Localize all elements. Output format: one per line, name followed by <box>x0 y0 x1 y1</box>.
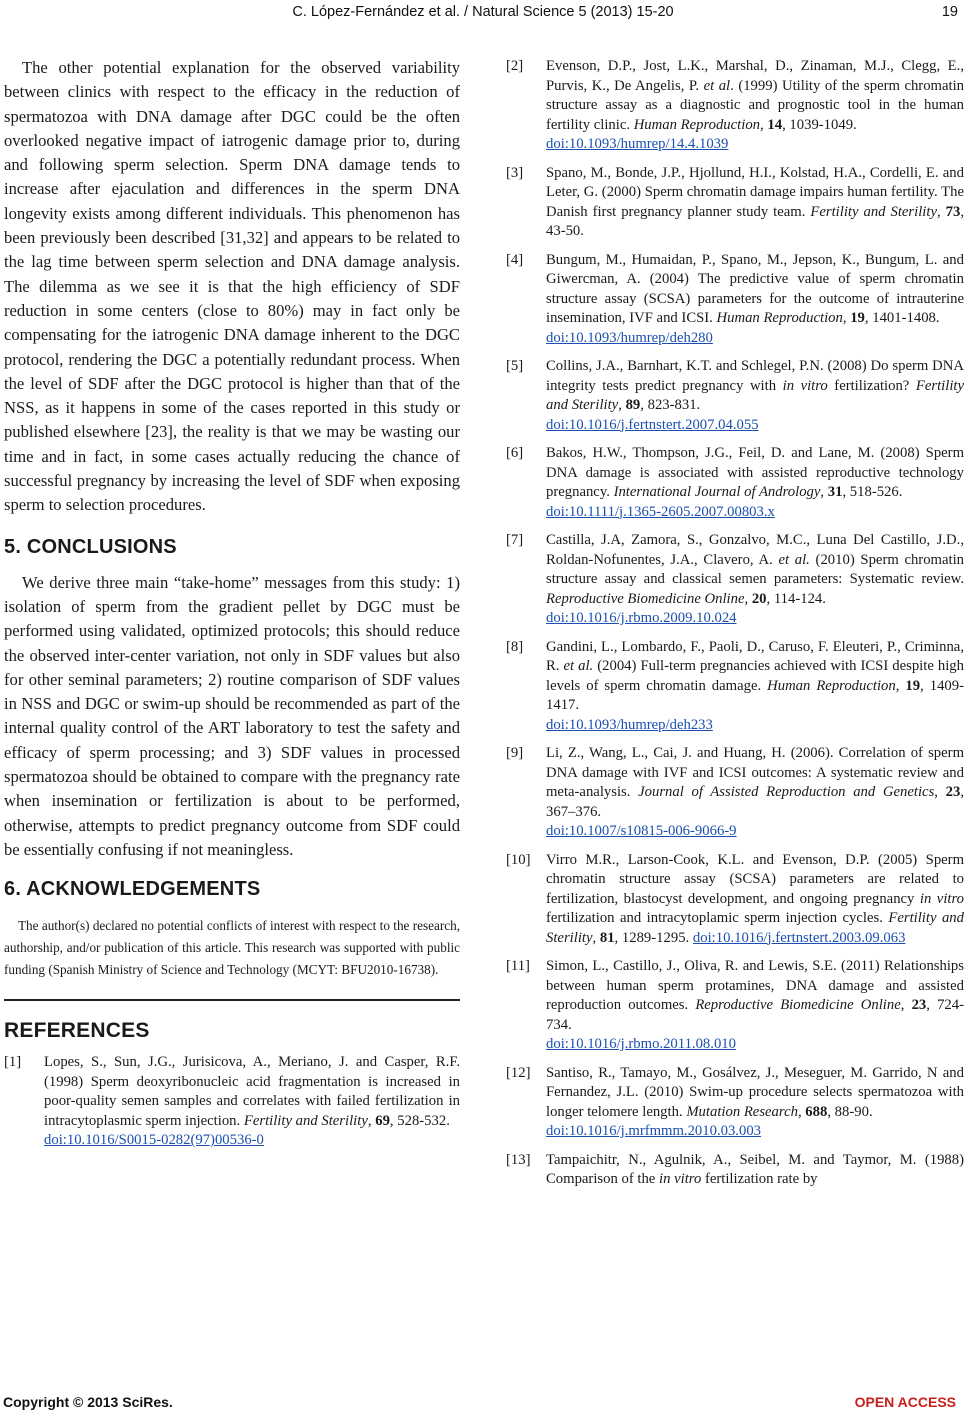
reference-pages: , 1289-1295. <box>614 929 693 946</box>
reference-journal: Mutation Research <box>686 1103 798 1120</box>
reference-journal: Fertility and Sterility <box>810 203 937 220</box>
reference-volume: 19 <box>905 677 921 694</box>
reference-item <box>506 444 964 522</box>
reference-doi-link[interactable]: doi:10.1093/humrep/deh280 <box>546 329 713 346</box>
reference-separator: , <box>936 203 946 220</box>
reference-volume: 23 <box>911 997 927 1013</box>
acknowledgements-heading: 6. ACKNOWLEDGEMENTS <box>4 878 261 901</box>
reference-item <box>506 744 964 842</box>
reference-item <box>506 357 964 435</box>
reference-list-left <box>4 1053 460 1151</box>
reference-journal: Journal of Assisted Reproduction and Genetics <box>638 784 935 800</box>
references-heading: REFERENCES <box>4 1019 150 1043</box>
reference-volume: 89 <box>625 397 641 413</box>
copyright-notice: Copyright © 2013 SciRes. <box>3 1394 173 1410</box>
reference-italic-term: et al. <box>563 658 594 674</box>
reference-volume: 81 <box>599 929 615 946</box>
reference-number: [8] <box>506 638 524 655</box>
reference-doi-link[interactable]: doi:10.1016/j.mrfmmm.2010.03.003 <box>546 1123 762 1139</box>
reference-journal: Human Reproduction <box>633 116 761 133</box>
reference-authors: Li, Z., Wang, L., Cai, J. and Huang, H. (2006). Correlation of sperm DNA damage with IVF and ICSI outcomes: A systematic review and meta-analysis. <box>546 745 964 800</box>
reference-item <box>506 1064 964 1142</box>
reference-italic-term: in vitro <box>659 1171 702 1187</box>
left-column <box>4 56 460 1160</box>
reference-authors: Evenson, D.P., Jost, L.K., Marshal, D., Zinaman, M.J., Clegg, E., Purvis, K., De Angelis, P. <box>546 58 964 94</box>
section-divider <box>4 999 460 1001</box>
reference-doi-line <box>546 135 964 155</box>
reference-journal: Reproductive Biomedicine Online <box>546 590 745 607</box>
reference-pages: , 528-532. <box>389 1112 450 1129</box>
reference-italic-term: in vitro <box>782 377 828 394</box>
reference-item <box>506 851 964 949</box>
reference-doi-link[interactable]: doi:10.1016/S0015-0282(97)00536-0 <box>44 1132 264 1149</box>
discussion-paragraph: The other potential explanation for the observed variability between clinics with respect to the efficacy in the reduction of spermatozoa with DNA damage after DGC could be the often overlooked negative impact of iatrogenic damage prior to, during and following sperm selection. Sperm DNA damage tends to increase after ejaculation and differences in the sperm DNA longevity exists among different individuals. This phenomenon has been previously been described [31,32] and appears to be related to the lag time between sperm selection and DNA damage analysis. The dilemma as we see it is that the high efficiency of SDF reduction in some centers (close to 80%) may in fact only be compensating for the iatrogenic DNA damage inherent to the DGC protocol, rendering the DGC a potentially redundant process. When the level of SDF after the DGC protocol is higher than that of the NSS, as it happens in some of the cases reported in this study or published elsewhere [23], the reality is that we may be wasting our time and in fact, in some cases actually reducing the chance of successful pregnancy by increasing the level of SDF when exposing sperm to selection procedures. <box>4 58 460 515</box>
reference-separator: , <box>797 1103 806 1120</box>
reference-pages: , 43-50. <box>546 203 964 239</box>
reference-doi-line <box>546 503 964 523</box>
reference-separator: , <box>367 1112 376 1129</box>
reference-separator: , <box>744 590 752 607</box>
reference-doi-line <box>546 329 964 349</box>
reference-authors: Santiso, R., Tamayo, M., Gosálvez, J., Meseguer, M. Garrido, N and Fernandez, J.L. (2010) Swim-up procedure selects spermatozoa with longer telomere length. <box>546 1064 964 1120</box>
reference-separator: , <box>592 929 600 946</box>
reference-item <box>4 1053 460 1151</box>
reference-volume: 23 <box>945 784 961 800</box>
reference-number: [5] <box>506 358 524 374</box>
reference-italic-term: in vitro <box>919 890 964 907</box>
reference-authors: Simon, L., Castillo, J., Oliva, R. and Lewis, S.E. (2011) Relationships between human sperm protamines, DNA damage and assisted reproduction outcomes. <box>546 958 964 1013</box>
reference-journal: Fertility and Sterility <box>243 1112 368 1129</box>
reference-pages: , 88-90. <box>827 1103 873 1120</box>
reference-volume: 14 <box>767 116 783 133</box>
reference-number: [6] <box>506 445 524 461</box>
reference-title: (2010) Sperm chromatin structure assay and classical semen parameters: Systematic review. <box>546 551 964 587</box>
reference-volume: 20 <box>751 590 767 607</box>
reference-number: [2] <box>506 58 524 74</box>
reference-doi-link[interactable]: doi:10.1016/j.rbmo.2009.10.024 <box>546 610 737 626</box>
reference-doi-link[interactable]: doi:10.1016/j.rbmo.2011.08.010 <box>546 1036 736 1052</box>
reference-journal: International Journal of Andrology <box>613 484 821 500</box>
reference-pages: , 367–376. <box>546 784 965 820</box>
running-title: C. López-Fernández et al. / Natural Science 5 (2013) 15-20 <box>292 4 674 20</box>
reference-authors: Tampaichitr, N., Agulnik, A., Seibel, M. and Taymor, M. (1988) Comparison of the <box>546 1151 964 1187</box>
reference-volume: 73 <box>945 203 961 220</box>
reference-number: [3] <box>506 164 524 181</box>
reference-item <box>506 251 964 349</box>
reference-authors: Virro M.R., Larson-Cook, K.L. and Evenson, D.P. (2005) Sperm chromatin structure assay (SCSA) parameters are related to fertilization, blastocyst development, and ongoing pregnancy <box>546 851 964 907</box>
reference-item <box>506 57 964 155</box>
reference-list-right <box>506 57 964 1190</box>
reference-journal: Human Reproduction <box>767 677 896 694</box>
reference-separator: , <box>900 997 912 1013</box>
reference-doi-link[interactable]: doi:10.1093/humrep/14.4.1039 <box>546 136 729 152</box>
reference-separator: , <box>618 397 626 413</box>
reference-item <box>506 164 964 242</box>
reference-number: [4] <box>506 251 524 268</box>
reference-number: [13] <box>506 1151 531 1168</box>
reference-separator: , <box>842 310 851 326</box>
reference-pages: , 1401-1408. <box>864 310 940 326</box>
reference-doi-link[interactable]: doi:10.1111/j.1365-2605.2007.00803.x <box>546 503 775 520</box>
running-header <box>0 2 966 26</box>
reference-doi-line <box>44 1131 460 1151</box>
right-column <box>506 57 964 1199</box>
reference-title: fertilization rate by <box>701 1171 818 1187</box>
reference-authors: Spano, M., Bonde, J.P., Hjollund, H.I., Kolstad, H.A., Cordelli, E. and Leter, G. (2000) Sperm chromatin damage impairs human fertility. The Danish first pregnancy planner study team. <box>546 164 964 220</box>
open-access-label: OPEN ACCESS <box>854 1394 956 1410</box>
reference-number: [9] <box>506 745 524 761</box>
reference-title: . (1999) Utility of the sperm chromatin structure assay as a diagnostic and prognostic tool in the human fertility clinic. <box>546 77 964 133</box>
reference-item <box>506 1151 964 1190</box>
reference-title: (2004) Full-term pregnancies achieved with ICSI despite high levels of sperm chromatin damage. <box>546 658 964 694</box>
conclusions-paragraph: We derive three main “take-home” messages from this study: 1) isolation of sperm from the gradient pellet by DGC must be performed using validated, optimized protocols; this should reduce the observed inter-center variation, not only in SDF values but also for other seminal parameters; 2) routine comparison of SDF values in NSS and DGC or swim-up should be recommended as part of the internal quality control of the ART laboratory to test the safety and efficacy of sperm processing; and 3) SDF values in processed spermatozoa should be obtained to compare with the pregnancy rate when insemination or fertilization is about to be performed, otherwise, attempts to predict pregnancy outcome from SDF could be essentially confusing if not meaningless. <box>4 572 460 859</box>
reference-doi-line <box>546 716 964 736</box>
reference-pages: , 1409-1417. <box>546 677 964 713</box>
reference-authors: Bakos, H.W., Thompson, J.G., Feil, D. and Lane, M. (2008) Sperm DNA damage is associated with assisted reproductive technology pregnancy. <box>546 445 964 500</box>
reference-doi-link[interactable]: doi:10.1093/humrep/deh233 <box>546 716 713 733</box>
reference-number: [1] <box>4 1054 22 1071</box>
reference-number: [11] <box>506 958 530 974</box>
reference-pages: , 518-526. <box>842 484 903 500</box>
reference-italic-term: et al <box>703 77 731 94</box>
reference-volume: 688 <box>805 1103 828 1120</box>
reference-journal: Human Reproduction <box>716 310 843 326</box>
reference-journal: Fertility and Sterility <box>546 377 965 413</box>
page-number: 19 <box>941 4 958 20</box>
reference-pages: , 823-831. <box>640 397 701 413</box>
reference-number: [12] <box>506 1064 531 1081</box>
reference-doi-line <box>546 822 964 842</box>
reference-doi-line <box>546 609 964 629</box>
reference-item <box>506 957 964 1055</box>
reference-title: fertilization? <box>827 377 916 394</box>
reference-number: [7] <box>506 532 524 548</box>
reference-item <box>506 638 964 736</box>
reference-authors: Castilla, J.A, Zamora, S., Gonzalvo, M.C., Luna Del Castillo, J.D., Roldan-Nofunentes, J.A., Clavero, A. <box>546 532 964 568</box>
reference-separator: , <box>760 116 768 133</box>
reference-authors: Lopes, S., Sun, J.G., Jurisicova, A., Meriano, J. and Casper, R.F. (1998) Sperm deoxyribonucleic acid fragmentation is increased in poor-quality semen samples and correlates with failed fertilization in intracytoplasmic sperm injection. <box>44 1054 460 1129</box>
reference-doi-line <box>546 1035 964 1055</box>
page-footer <box>0 1394 966 1416</box>
reference-pages: , 1039-1049. <box>782 116 857 133</box>
reference-volume: 69 <box>375 1112 390 1129</box>
reference-journal: Fertility and Sterility <box>546 910 964 946</box>
reference-doi-link[interactable]: doi:10.1016/j.fertnstert.2003.09.063 <box>692 929 906 946</box>
reference-doi-line <box>546 1122 964 1142</box>
reference-pages: , 724-734. <box>546 997 965 1033</box>
reference-doi-link[interactable]: doi:10.1016/j.fertnstert.2007.04.055 <box>546 416 759 433</box>
reference-number: [10] <box>506 851 531 868</box>
conclusions-heading: 5. CONCLUSIONS <box>4 535 177 558</box>
reference-title: fertilization and intracytoplamic sperm injection cycles. <box>546 910 889 926</box>
reference-authors: Collins, J.A., Barnhart, K.T. and Schlegel, P.N. (2008) Do sperm DNA integrity tests predict pregnancy with <box>546 358 964 394</box>
reference-doi-link[interactable]: doi:10.1007/s10815-006-9066-9 <box>546 823 737 839</box>
reference-pages: , 114-124. <box>766 590 826 607</box>
reference-italic-term: et al. <box>778 551 810 568</box>
reference-authors: Gandini, L., Lombardo, F., Paoli, D., Caruso, F. Eleuteri, P., Criminna, R. <box>546 638 964 674</box>
reference-doi-line <box>546 416 964 436</box>
reference-separator: , <box>934 784 946 800</box>
reference-volume: 19 <box>850 310 865 326</box>
reference-separator: , <box>895 677 906 694</box>
reference-item <box>506 531 964 629</box>
reference-authors: Bungum, M., Humaidan, P., Spano, M., Jepson, K., Bungum, L. and Giwercman, A. (2004) The predictive value of sperm chromatin structure assay (SCSA) parameters for the outcome of intrauterine insemination, IVF and ICSI. <box>546 251 964 326</box>
reference-journal: Reproductive Biomedicine Online <box>695 997 901 1013</box>
reference-separator: , <box>820 484 828 500</box>
acknowledgements-paragraph: The author(s) declared no potential conflicts of interest with respect to the research, authorship, and/or publication of this article. This research was supported with public funding (Spanish Ministry of Science and Technology (MCYT: BFU2010-16738). <box>4 918 460 978</box>
reference-volume: 31 <box>827 484 843 500</box>
